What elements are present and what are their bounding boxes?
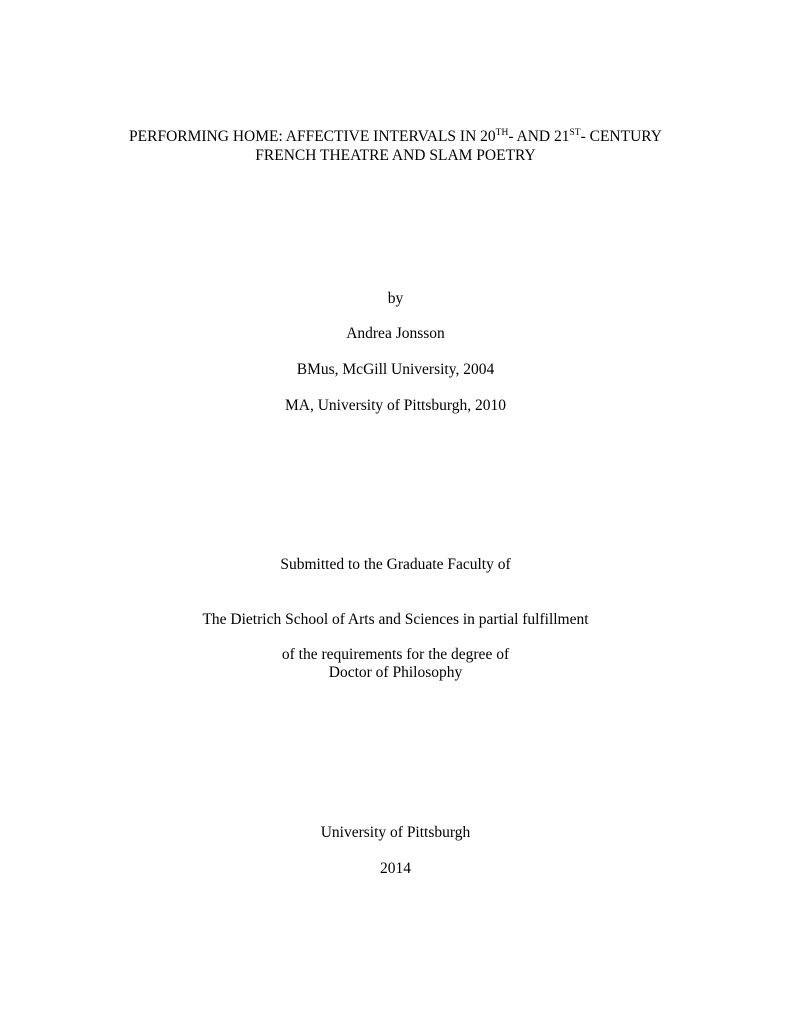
superscript-st: ST <box>569 128 581 138</box>
degree-name: Doctor of Philosophy <box>328 664 463 681</box>
superscript-th: TH <box>495 128 509 138</box>
by-label: by <box>387 290 404 307</box>
prior-degree-1: BMus, McGill University, 2004 <box>296 361 495 378</box>
prior-degree-2: MA, University of Pittsburgh, 2010 <box>284 397 507 414</box>
thesis-title-line-1 <box>0 127 791 146</box>
submission-statement: Submitted to the Graduate Faculty of <box>280 556 511 573</box>
school-statement: The Dietrich School of Arts and Sciences in partial fulfillment <box>202 611 589 628</box>
thesis-title-line-2: FRENCH THEATRE AND SLAM POETRY <box>255 147 536 164</box>
year: 2014 <box>380 860 411 877</box>
title-text-part-2: - AND 21 <box>508 128 570 145</box>
requirements-statement: of the requirements for the degree of <box>281 646 510 663</box>
author-name: Andrea Jonsson <box>346 325 445 342</box>
title-text-part-1: PERFORMING HOME: AFFECTIVE INTERVALS IN 20 <box>129 128 496 145</box>
title-text-part-3: - CENTURY <box>580 128 662 145</box>
institution-name: University of Pittsburgh <box>320 824 471 841</box>
